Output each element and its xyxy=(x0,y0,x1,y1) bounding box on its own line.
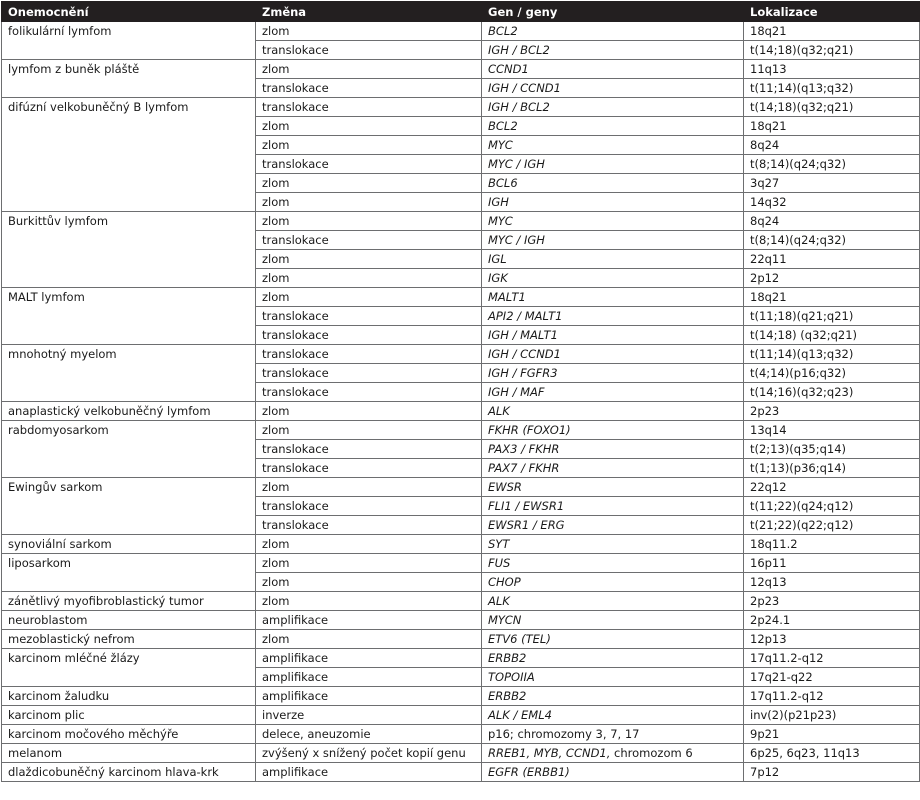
change-cell: translokace xyxy=(256,41,482,60)
location-cell: t(11;22)(q24;q12) xyxy=(744,497,920,516)
change-cell: translokace xyxy=(256,383,482,402)
disease-cell: karcinom plic xyxy=(2,706,256,725)
table-row xyxy=(2,611,920,630)
gene-suffix: chromozom 6 xyxy=(610,746,693,760)
change-cell: translokace xyxy=(256,459,482,478)
location-cell: 18q21 xyxy=(744,22,920,41)
location-cell: 8q24 xyxy=(744,136,920,155)
change-cell: zlom xyxy=(256,22,482,41)
gene-cell: BCL2 xyxy=(482,22,744,41)
change-cell: translokace xyxy=(256,326,482,345)
table-container xyxy=(1,1,919,782)
table-header xyxy=(2,2,920,22)
location-cell: 17q11.2-q12 xyxy=(744,687,920,706)
disease-cell: MALT lymfom xyxy=(2,288,256,345)
table-row xyxy=(2,478,920,497)
change-cell: zlom xyxy=(256,250,482,269)
table-row xyxy=(2,22,920,41)
change-cell: zlom xyxy=(256,402,482,421)
header-location: Lokalizace xyxy=(744,2,920,22)
gene-cell: MYCN xyxy=(482,611,744,630)
change-cell: delece, aneuzomie xyxy=(256,725,482,744)
table-row xyxy=(2,345,920,364)
gene-cell: MALT1 xyxy=(482,288,744,307)
location-cell: 18q11.2 xyxy=(744,535,920,554)
gene-cell: IGH / CCND1 xyxy=(482,79,744,98)
header-gene: Gen / geny xyxy=(482,2,744,22)
gene-names: RREB1, MYB, CCND1, xyxy=(488,746,611,760)
location-cell: 12p13 xyxy=(744,630,920,649)
change-cell: zvýšený x snížený počet kopií genu xyxy=(256,744,482,763)
table-row xyxy=(2,212,920,231)
genetic-changes-table xyxy=(1,1,920,782)
disease-cell: karcinom močového měchýře xyxy=(2,725,256,744)
change-cell: zlom xyxy=(256,573,482,592)
gene-cell: p16; chromozomy 3, 7, 17 xyxy=(482,725,744,744)
gene-cell: MYC / IGH xyxy=(482,231,744,250)
gene-cell: IGH / BCL2 xyxy=(482,98,744,117)
change-cell: zlom xyxy=(256,592,482,611)
location-cell: 12q13 xyxy=(744,573,920,592)
gene-cell: IGH / MAF xyxy=(482,383,744,402)
location-cell: inv(2)(p21p23) xyxy=(744,706,920,725)
table-row xyxy=(2,687,920,706)
gene-cell: ERBB2 xyxy=(482,687,744,706)
gene-cell: ALK xyxy=(482,402,744,421)
location-cell: 17q21-q22 xyxy=(744,668,920,687)
gene-cell: EWSR1 / ERG xyxy=(482,516,744,535)
change-cell: zlom xyxy=(256,60,482,79)
disease-cell: liposarkom xyxy=(2,554,256,592)
disease-cell: melanom xyxy=(2,744,256,763)
gene-cell: ERBB2 xyxy=(482,649,744,668)
location-cell: 17q11.2-q12 xyxy=(744,649,920,668)
gene-cell: EWSR xyxy=(482,478,744,497)
gene-cell: SYT xyxy=(482,535,744,554)
gene-cell: CHOP xyxy=(482,573,744,592)
location-cell: t(21;22)(q22;q12) xyxy=(744,516,920,535)
disease-cell: anaplastický velkobuněčný lymfom xyxy=(2,402,256,421)
table-row xyxy=(2,554,920,573)
change-cell: translokace xyxy=(256,98,482,117)
change-cell: zlom xyxy=(256,630,482,649)
change-cell: zlom xyxy=(256,554,482,573)
disease-cell: Ewingův sarkom xyxy=(2,478,256,535)
location-cell: 13q14 xyxy=(744,421,920,440)
location-cell: t(11;14)(q13;q32) xyxy=(744,345,920,364)
location-cell: t(11;18)(q21;q21) xyxy=(744,307,920,326)
gene-cell: ALK xyxy=(482,592,744,611)
gene-cell: MYC xyxy=(482,136,744,155)
location-cell: t(14;18)(q32;q21) xyxy=(744,98,920,117)
location-cell: t(4;14)(p16;q32) xyxy=(744,364,920,383)
change-cell: translokace xyxy=(256,497,482,516)
location-cell: t(14;16)(q32;q23) xyxy=(744,383,920,402)
location-cell: 8q24 xyxy=(744,212,920,231)
table-row xyxy=(2,630,920,649)
gene-cell: API2 / MALT1 xyxy=(482,307,744,326)
change-cell: amplifikace xyxy=(256,611,482,630)
disease-cell: mnohotný myelom xyxy=(2,345,256,402)
table-row xyxy=(2,725,920,744)
change-cell: zlom xyxy=(256,193,482,212)
disease-cell: karcinom mléčné žlázy xyxy=(2,649,256,687)
disease-cell: synoviální sarkom xyxy=(2,535,256,554)
gene-cell xyxy=(482,744,744,763)
gene-cell: FLI1 / EWSR1 xyxy=(482,497,744,516)
disease-cell: lymfom z buněk pláště xyxy=(2,60,256,98)
table-row xyxy=(2,402,920,421)
disease-cell: rabdomyosarkom xyxy=(2,421,256,478)
table-row xyxy=(2,288,920,307)
change-cell: zlom xyxy=(256,288,482,307)
location-cell: 18q21 xyxy=(744,288,920,307)
disease-cell: dlaždicobuněčný karcinom hlava-krk xyxy=(2,763,256,782)
disease-cell: difúzní velkobuněčný B lymfom xyxy=(2,98,256,212)
gene-cell: TOPOIIA xyxy=(482,668,744,687)
location-cell: t(14;18) (q32;q21) xyxy=(744,326,920,345)
change-cell: translokace xyxy=(256,307,482,326)
location-cell: 22q11 xyxy=(744,250,920,269)
table-row xyxy=(2,706,920,725)
gene-cell: IGH / FGFR3 xyxy=(482,364,744,383)
change-cell: zlom xyxy=(256,212,482,231)
gene-cell: FUS xyxy=(482,554,744,573)
table-row xyxy=(2,421,920,440)
disease-cell: Burkittův lymfom xyxy=(2,212,256,288)
header-disease: Onemocnění xyxy=(2,2,256,22)
table-row xyxy=(2,535,920,554)
gene-cell: FKHR (FOXO1) xyxy=(482,421,744,440)
table-row xyxy=(2,744,920,763)
location-cell: t(1;13)(p36;q14) xyxy=(744,459,920,478)
location-cell: 6p25, 6q23, 11q13 xyxy=(744,744,920,763)
location-cell: 11q13 xyxy=(744,60,920,79)
change-cell: zlom xyxy=(256,117,482,136)
header-change: Změna xyxy=(256,2,482,22)
location-cell: 14q32 xyxy=(744,193,920,212)
change-cell: zlom xyxy=(256,269,482,288)
location-cell: 2p12 xyxy=(744,269,920,288)
gene-cell: IGH / MALT1 xyxy=(482,326,744,345)
gene-cell: IGH / CCND1 xyxy=(482,345,744,364)
location-cell: 3q27 xyxy=(744,174,920,193)
change-cell: translokace xyxy=(256,79,482,98)
table-row xyxy=(2,649,920,668)
location-cell: t(8;14)(q24;q32) xyxy=(744,231,920,250)
location-cell: t(2;13)(q35;q14) xyxy=(744,440,920,459)
location-cell: t(8;14)(q24;q32) xyxy=(744,155,920,174)
disease-cell: zánětlivý myofibroblastický tumor xyxy=(2,592,256,611)
change-cell: amplifikace xyxy=(256,649,482,668)
change-cell: translokace xyxy=(256,155,482,174)
change-cell: translokace xyxy=(256,364,482,383)
location-cell: 2p23 xyxy=(744,402,920,421)
change-cell: inverze xyxy=(256,706,482,725)
change-cell: amplifikace xyxy=(256,668,482,687)
change-cell: zlom xyxy=(256,535,482,554)
location-cell: 2p24.1 xyxy=(744,611,920,630)
gene-cell: MYC xyxy=(482,212,744,231)
location-cell: 18q21 xyxy=(744,117,920,136)
change-cell: amplifikace xyxy=(256,763,482,782)
change-cell: amplifikace xyxy=(256,687,482,706)
table-row xyxy=(2,98,920,117)
gene-cell: IGH xyxy=(482,193,744,212)
disease-cell: mezoblastický nefrom xyxy=(2,630,256,649)
table-body xyxy=(2,22,920,782)
change-cell: translokace xyxy=(256,516,482,535)
table-row xyxy=(2,592,920,611)
gene-cell: CCND1 xyxy=(482,60,744,79)
disease-cell: neuroblastom xyxy=(2,611,256,630)
gene-cell: PAX7 / FKHR xyxy=(482,459,744,478)
location-cell: 9p21 xyxy=(744,725,920,744)
gene-cell: ALK / EML4 xyxy=(482,706,744,725)
location-cell: 7p12 xyxy=(744,763,920,782)
table-row xyxy=(2,763,920,782)
header-row xyxy=(2,2,920,22)
gene-cell: IGK xyxy=(482,269,744,288)
gene-cell: PAX3 / FKHR xyxy=(482,440,744,459)
change-cell: translokace xyxy=(256,231,482,250)
gene-cell: BCL2 xyxy=(482,117,744,136)
disease-cell: karcinom žaludku xyxy=(2,687,256,706)
location-cell: 16p11 xyxy=(744,554,920,573)
location-cell: t(11;14)(q13;q32) xyxy=(744,79,920,98)
location-cell: 22q12 xyxy=(744,478,920,497)
change-cell: zlom xyxy=(256,421,482,440)
gene-cell: MYC / IGH xyxy=(482,155,744,174)
location-cell: 2p23 xyxy=(744,592,920,611)
gene-cell: IGL xyxy=(482,250,744,269)
change-cell: zlom xyxy=(256,174,482,193)
change-cell: translokace xyxy=(256,440,482,459)
change-cell: zlom xyxy=(256,136,482,155)
gene-cell: BCL6 xyxy=(482,174,744,193)
change-cell: zlom xyxy=(256,478,482,497)
change-cell: translokace xyxy=(256,345,482,364)
gene-cell: ETV6 (TEL) xyxy=(482,630,744,649)
location-cell: t(14;18)(q32;q21) xyxy=(744,41,920,60)
gene-cell: EGFR (ERBB1) xyxy=(482,763,744,782)
disease-cell: folikulární lymfom xyxy=(2,22,256,60)
table-row xyxy=(2,60,920,79)
gene-cell: IGH / BCL2 xyxy=(482,41,744,60)
